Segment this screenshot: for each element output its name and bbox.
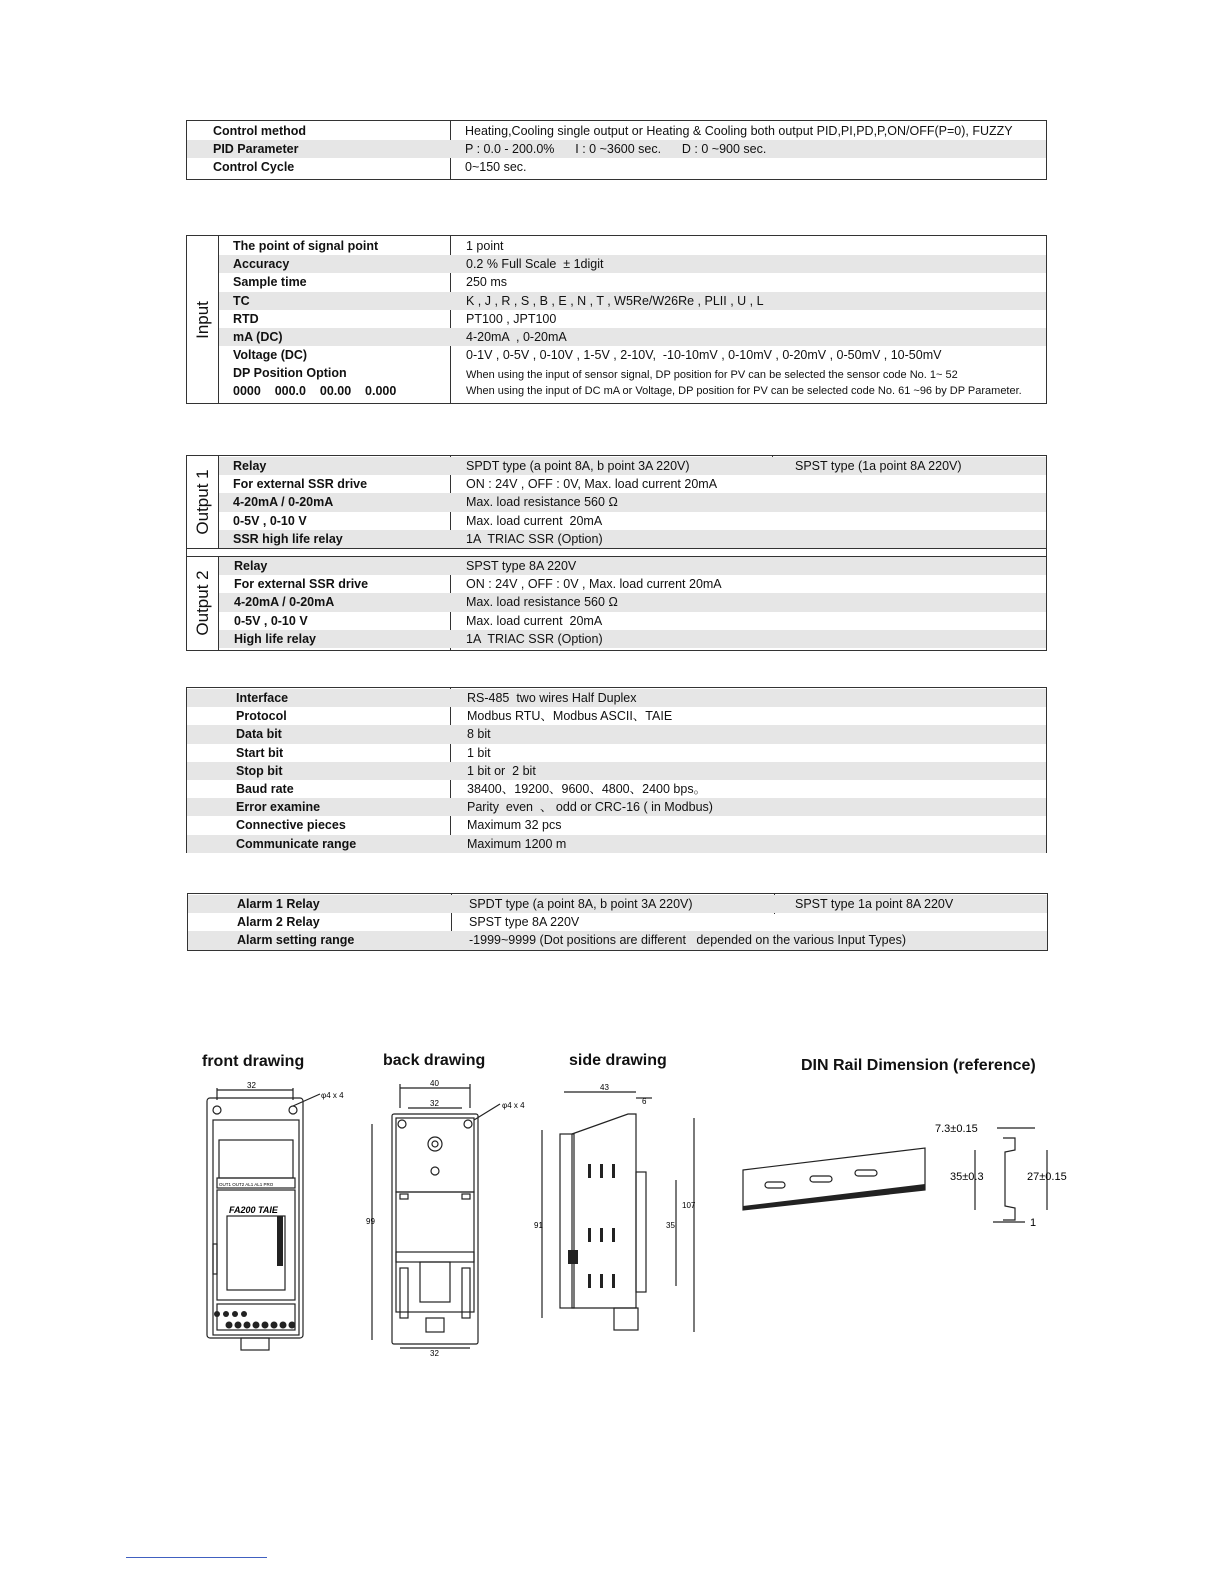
row-label: RTD: [233, 311, 259, 326]
row-label: High life relay: [234, 631, 316, 646]
row-label: The point of signal point: [233, 239, 379, 253]
row-label: Control method: [213, 124, 307, 138]
table-row: [187, 798, 1046, 816]
table-row: [219, 237, 1046, 255]
row-label: mA (DC): [233, 329, 283, 344]
row-label: Alarm setting range: [237, 933, 355, 948]
svg-text:7.3±0.15: 7.3±0.15: [935, 1123, 978, 1135]
row-value: 1 bit or 2 bit: [467, 763, 536, 778]
row-value: Max. load resistance 560 Ω: [466, 495, 618, 510]
table-row: [187, 122, 1046, 140]
table-row: [187, 762, 1046, 780]
row-label: Data bit: [236, 727, 282, 742]
row-label: Connective pieces: [236, 818, 346, 833]
table-row: [219, 328, 1046, 346]
side-drawing: [532, 1078, 712, 1358]
row-label: Control Cycle: [213, 160, 295, 175]
front-drawing-label: front drawing: [202, 1053, 305, 1070]
row-label: TC: [233, 293, 250, 308]
output1-side-label: Output 1: [187, 456, 219, 548]
communication-table: [186, 687, 1047, 853]
row-label: Communicate range: [236, 836, 357, 851]
svg-text:43: 43: [600, 1083, 609, 1092]
table-row: [187, 725, 1046, 743]
row-value: P : 0.0 - 200.0% I : 0 ~3600 sec. D : 0 ~900 sec.: [465, 142, 767, 157]
svg-text:φ4 x 4: φ4 x 4: [502, 1101, 525, 1110]
row-label: For external SSR drive: [234, 577, 369, 592]
row-value: Maximum 1200 m: [467, 836, 567, 851]
svg-text:32: 32: [430, 1349, 439, 1358]
svg-text:107: 107: [682, 1201, 696, 1210]
side-drawing-label: side drawing: [569, 1052, 667, 1069]
table-row: [219, 557, 1046, 575]
row-value: 8 bit: [467, 727, 491, 742]
row-value: Heating,Cooling single output or Heating & Cooling both output PID,PI,PD,P,ON/OFF(P=0), FUZZY: [465, 124, 1013, 138]
back-drawing: [360, 1078, 540, 1358]
table-row: [219, 310, 1046, 328]
table-row: [187, 140, 1046, 158]
dp-note-dc: When using the input of DC mA or Voltage, DP position for PV can be selected code No. 61 ~96 by DP Parameter.: [466, 385, 1022, 397]
row-value: Max. load current 20mA: [466, 513, 603, 528]
dp-values: 0000 000.0 00.00 0.000: [233, 384, 397, 398]
front-drawing: [195, 1078, 344, 1363]
row-value: RS-485 two wires Half Duplex: [467, 691, 637, 705]
svg-text:FA200 TAIE: FA200 TAIE: [229, 1205, 278, 1215]
row-label: Error examine: [236, 800, 321, 815]
svg-text:φ4 x 4: φ4 x 4: [321, 1091, 344, 1100]
table-row: [219, 255, 1046, 273]
dp-label: DP Position Option: [233, 366, 347, 380]
svg-text:99: 99: [366, 1217, 375, 1226]
row-value: Modbus RTU、Modbus ASCII、TAIE: [467, 709, 673, 724]
row-label: Accuracy: [233, 257, 290, 272]
table-row: [187, 744, 1046, 762]
table-row: [188, 913, 1047, 931]
row-value: Parity even 、 odd or CRC-16 ( in Modbus): [467, 800, 713, 815]
row-label: Stop bit: [236, 763, 283, 778]
table-row: [219, 512, 1046, 530]
row-value: Max. load current 20mA: [466, 613, 603, 628]
table-row: [219, 457, 1046, 475]
svg-text:35±0.3: 35±0.3: [950, 1171, 984, 1183]
row-value: 0~150 sec.: [465, 160, 527, 175]
row-label: Interface: [236, 691, 289, 705]
row-value: Max. load resistance 560 Ω: [466, 595, 618, 610]
table-row: [188, 895, 1047, 913]
row-label: Baud rate: [236, 781, 294, 796]
table-row: [187, 689, 1046, 707]
svg-text:6: 6: [642, 1097, 647, 1106]
row-value: 0-1V , 0-5V , 0-10V , 1-5V , 2-10V, -10-10mV , 0-10mV , 0-20mV , 0-50mV , 10-50mV: [466, 348, 942, 363]
svg-text:32: 32: [247, 1081, 256, 1090]
svg-text:91: 91: [534, 1221, 543, 1230]
row-value: 1 bit: [467, 745, 491, 760]
input-side-label: Input: [187, 236, 219, 403]
row-value: 1A TRIAC SSR (Option): [466, 631, 603, 646]
row-value: ON : 24V , OFF : 0V , Max. load current 20mA: [466, 577, 722, 592]
footer-rule: [126, 1557, 267, 1558]
back-drawing-label: back drawing: [383, 1052, 486, 1069]
row-value: SPST type 8A 220V: [466, 559, 577, 573]
row-label: Relay: [233, 459, 267, 473]
din-rail-drawing: [735, 1110, 1095, 1240]
table-row: [187, 780, 1046, 798]
row-value: 1A TRIAC SSR (Option): [466, 531, 603, 546]
output-table: [186, 455, 1047, 651]
row-value: Maximum 32 pcs: [467, 818, 562, 833]
row-value: 4-20mA , 0-20mA: [466, 329, 567, 344]
row-value: 250 ms: [466, 275, 507, 290]
output2-side-label: Output 2: [187, 556, 219, 650]
table-row: [219, 575, 1046, 593]
table-row: [219, 475, 1046, 493]
table-row: [188, 931, 1047, 949]
table-row: [219, 612, 1046, 630]
row-label: 4-20mA / 0-20mA: [233, 495, 334, 510]
row-label: Voltage (DC): [233, 348, 308, 363]
table-row: [187, 158, 1046, 176]
dp-note-sensor: When using the input of sensor signal, DP position for PV can be selected the sensor code No. 1~ 52: [466, 369, 958, 381]
row-label: Protocol: [236, 709, 287, 724]
row-value: SPDT type (a point 8A, b point 3A 220V): [466, 459, 690, 473]
table-row: [219, 530, 1046, 548]
row-value-alt: SPST type (1a point 8A 220V): [795, 459, 962, 473]
table-row: [219, 292, 1046, 310]
table-row: [187, 707, 1046, 725]
row-label: PID Parameter: [213, 142, 299, 157]
row-value-alt: SPST type 1a point 8A 220V: [795, 897, 954, 911]
din-rail-label: DIN Rail Dimension (reference): [801, 1057, 1036, 1074]
row-label: Relay: [234, 559, 268, 573]
row-label: 4-20mA / 0-20mA: [234, 595, 335, 610]
row-value: K , J , R , S , B , E , N , T , W5Re/W26Re , PLII , U , L: [466, 293, 764, 308]
row-value: PT100 , JPT100: [466, 311, 557, 326]
svg-text:40: 40: [430, 1079, 439, 1088]
row-label: For external SSR drive: [233, 477, 368, 492]
svg-text:1: 1: [1030, 1217, 1037, 1229]
svg-text:35: 35: [666, 1221, 675, 1230]
table-row: [219, 346, 1046, 364]
row-value: -1999~9999 (Dot positions are different depended on the various Input Types): [469, 933, 906, 948]
svg-text:32: 32: [430, 1099, 439, 1108]
row-label: Alarm 1 Relay: [237, 897, 320, 911]
table-row: [187, 835, 1046, 853]
row-label: 0-5V , 0-10 V: [234, 613, 308, 628]
row-label: Start bit: [236, 745, 284, 760]
alarm-table: [187, 893, 1048, 951]
row-label: SSR high life relay: [233, 531, 343, 546]
table-row: [219, 593, 1046, 611]
row-label: 0-5V , 0-10 V: [233, 513, 307, 528]
row-value: SPDT type (a point 8A, b point 3A 220V): [469, 897, 693, 911]
row-value: 38400、19200、9600、4800、2400 bps。: [467, 781, 707, 796]
svg-text:27±0.15: 27±0.15: [1027, 1171, 1067, 1183]
row-label: Alarm 2 Relay: [237, 915, 320, 930]
table-row: [187, 816, 1046, 834]
row-value: ON : 24V , OFF : 0V, Max. load current 20mA: [466, 477, 718, 492]
svg-text:OUT1 OUT2 AL1 AL1 PRO: OUT1 OUT2 AL1 AL1 PRO: [219, 1182, 274, 1187]
row-label: Sample time: [233, 275, 307, 290]
row-value: 1 point: [466, 239, 504, 253]
row-value: 0.2 % Full Scale ± 1digit: [466, 257, 604, 272]
table-row: [219, 630, 1046, 648]
table-row: [219, 493, 1046, 511]
input-table: [186, 235, 1047, 404]
table-row: [219, 273, 1046, 291]
control-table: [186, 120, 1047, 180]
row-value: SPST type 8A 220V: [469, 915, 580, 930]
